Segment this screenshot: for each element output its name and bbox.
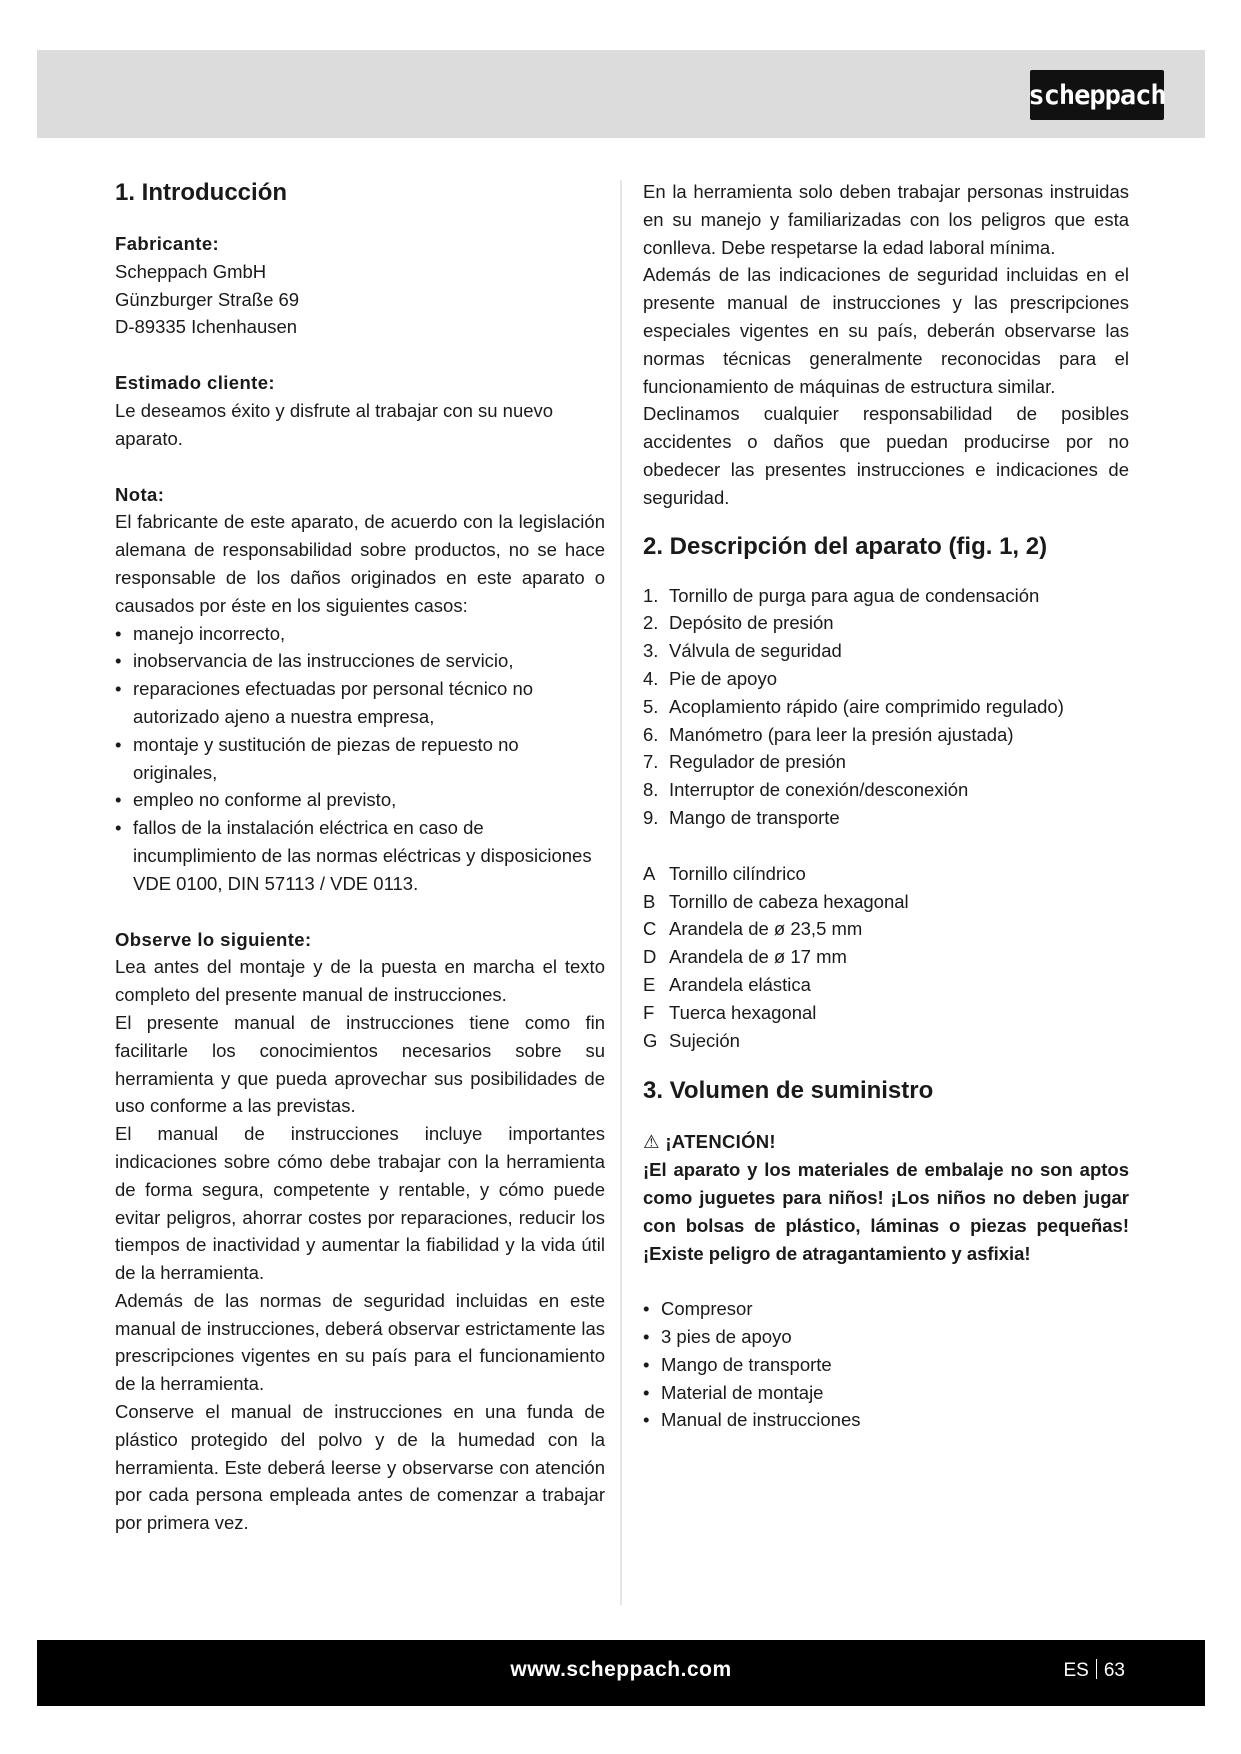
intro-paragraph: En la herramienta solo deben trabajar personas instruidas en su manejo y familiarizadas con los peligros que esta conlleva. Debe respetarse la edad laboral mínima.: [643, 181, 1129, 258]
header-band: [37, 50, 1205, 138]
warning-icon: ⚠: [643, 1131, 666, 1153]
list-item: 9. Mango de transporte: [643, 806, 840, 828]
estimado-label: Estimado cliente:: [115, 372, 275, 394]
list-item: • empleo no conforme al previsto,: [115, 786, 605, 814]
list-item: C Arandela de ø 23,5 mm: [643, 918, 863, 940]
list-item: B Tornillo de cabeza hexagonal: [643, 890, 909, 912]
footer-bar: [37, 1640, 1205, 1706]
nota-text: El fabricante de este aparato, de acuerdo con la legislación alemana de responsabilidad sobre productos, no se hace responsable de los daños originados en este aparato o causados por éste en los siguientes casos:: [115, 511, 605, 616]
fabricante-label: Fabricante:: [115, 233, 220, 254]
list-item: D Arandela de ø 17 mm: [643, 946, 847, 968]
observe-label: Observe lo siguiente:: [115, 928, 312, 950]
right-column: [643, 178, 1129, 1434]
section-1-title: 1. Introducción: [115, 179, 288, 206]
nota-label: Nota:: [115, 483, 165, 505]
list-item: • reparaciones efectuadas por personal técnico no autorizado ajeno a nuestra empresa,: [115, 675, 605, 731]
section-3-title: 3. Volumen de suministro: [643, 1077, 934, 1105]
fabricante-line: Günzburger Straße 69: [115, 288, 300, 310]
list-item: 6. Manómetro (para leer la presión ajustada): [643, 723, 1014, 745]
section-2-title: 2. Descripción del aparato (fig. 1, 2): [643, 532, 1048, 560]
list-item: • Material de montaje: [643, 1379, 1129, 1407]
list-item: • fallos de la instalación eléctrica en caso de incumplimiento de las normas eléctricas y disposiciones VDE 0100, DIN 57113 / VDE 0113.: [115, 814, 605, 897]
fabricante-line: D-89335 Ichenhausen: [115, 316, 298, 338]
left-column: [115, 178, 605, 1537]
website-link[interactable]: www.scheppach.com: [510, 1658, 732, 1681]
list-item: E Arandela elástica: [643, 973, 811, 995]
list-item: F Tuerca hexagonal: [643, 1001, 817, 1023]
hardware-list: [643, 860, 1129, 1055]
list-item: • Compresor: [643, 1295, 1129, 1323]
list-item: G Sujeción: [643, 1029, 740, 1051]
list-item: • Mango de transporte: [643, 1351, 1129, 1379]
list-item: 5. Acoplamiento rápido (aire comprimido regulado): [643, 695, 1064, 717]
observe-paragraph: El manual de instrucciones incluye importantes indicaciones sobre cómo debe trabajar con la herramienta de forma segura, competente y rentable, y cómo puede evitar peligros, ahorrar costes por reparaciones, reducir los tiempos de inactividad y aumentar la fiabilidad y la vida útil de la herramienta.: [115, 1123, 605, 1284]
supply-list: [643, 1295, 1129, 1434]
attention-text: ¡El aparato y los materiales de embalaje no son aptos como juguetes para niños! ¡Los niños no deben jugar con bolsas de plástico, láminas o piezas pequeñas! ¡Existe peligro de atragantamiento y asfixia!: [643, 1159, 1129, 1264]
column-divider: [620, 180, 622, 1605]
scheppach-logo: scheppach: [1030, 70, 1164, 120]
list-item: • montaje y sustitución de piezas de repuesto no originales,: [115, 731, 605, 787]
list-item: 3. Válvula de seguridad: [643, 640, 842, 662]
list-item: • inobservancia de las instrucciones de servicio,: [115, 647, 605, 675]
list-item: 1. Tornillo de purga para agua de condensación: [643, 584, 1040, 606]
estimado-text: Le deseamos éxito y disfrute al trabajar con su nuevo aparato.: [115, 399, 554, 449]
intro-paragraph: Declinamos cualquier responsabilidad de posibles accidentes o daños que puedan producirse por no obedecer las presentes instrucciones e indicaciones de seguridad.: [643, 403, 1129, 508]
attention-heading: ⚠ ¡ATENCIÓN!: [643, 1131, 776, 1153]
observe-paragraph: El presente manual de instrucciones tiene como fin facilitarle los conocimientos necesarios sobre su herramienta y que pueda aprovechar sus posibilidades de uso conforme a las previstas.: [115, 1011, 605, 1117]
list-item: • Manual de instrucciones: [643, 1406, 1129, 1434]
nota-list: [115, 620, 605, 898]
observe-paragraph: Además de las normas de seguridad incluidas en este manual de instrucciones, deberá observar estrictamente las prescripciones vigentes en su país para el funcionamiento de la herramienta.: [115, 1289, 605, 1395]
parts-list: [643, 582, 1129, 832]
list-item: 8. Interruptor de conexión/desconexión: [643, 779, 969, 801]
list-item: 7. Regulador de presión: [643, 751, 846, 773]
observe-paragraph: Lea antes del montaje y de la puesta en marcha el texto completo del presente manual de instrucciones.: [115, 956, 605, 1006]
intro-paragraph: Además de las indicaciones de seguridad incluidas en el presente manual de instrucciones y las prescripciones especiales vigentes en su país, deberán observarse las normas técnicas generalmente reconocidas para el funcionamiento de máquinas de estructura similar.: [643, 264, 1129, 397]
list-item: 4. Pie de apoyo: [643, 667, 778, 689]
list-item: • manejo incorrecto,: [115, 620, 605, 648]
page-indicator: ES 63: [1063, 1660, 1125, 1681]
fabricante-line: Scheppach GmbH: [115, 260, 267, 282]
list-item: A Tornillo cilíndrico: [643, 862, 806, 884]
list-item: 2. Depósito de presión: [643, 612, 834, 634]
observe-paragraph: Conserve el manual de instrucciones en una funda de plástico protegido del polvo y de la humedad con la herramienta. Este deberá leerse y observarse con atención por cada persona empleada antes de comenzar a trabajar por primera vez.: [115, 1401, 605, 1534]
list-item: • 3 pies de apoyo: [643, 1323, 1129, 1351]
